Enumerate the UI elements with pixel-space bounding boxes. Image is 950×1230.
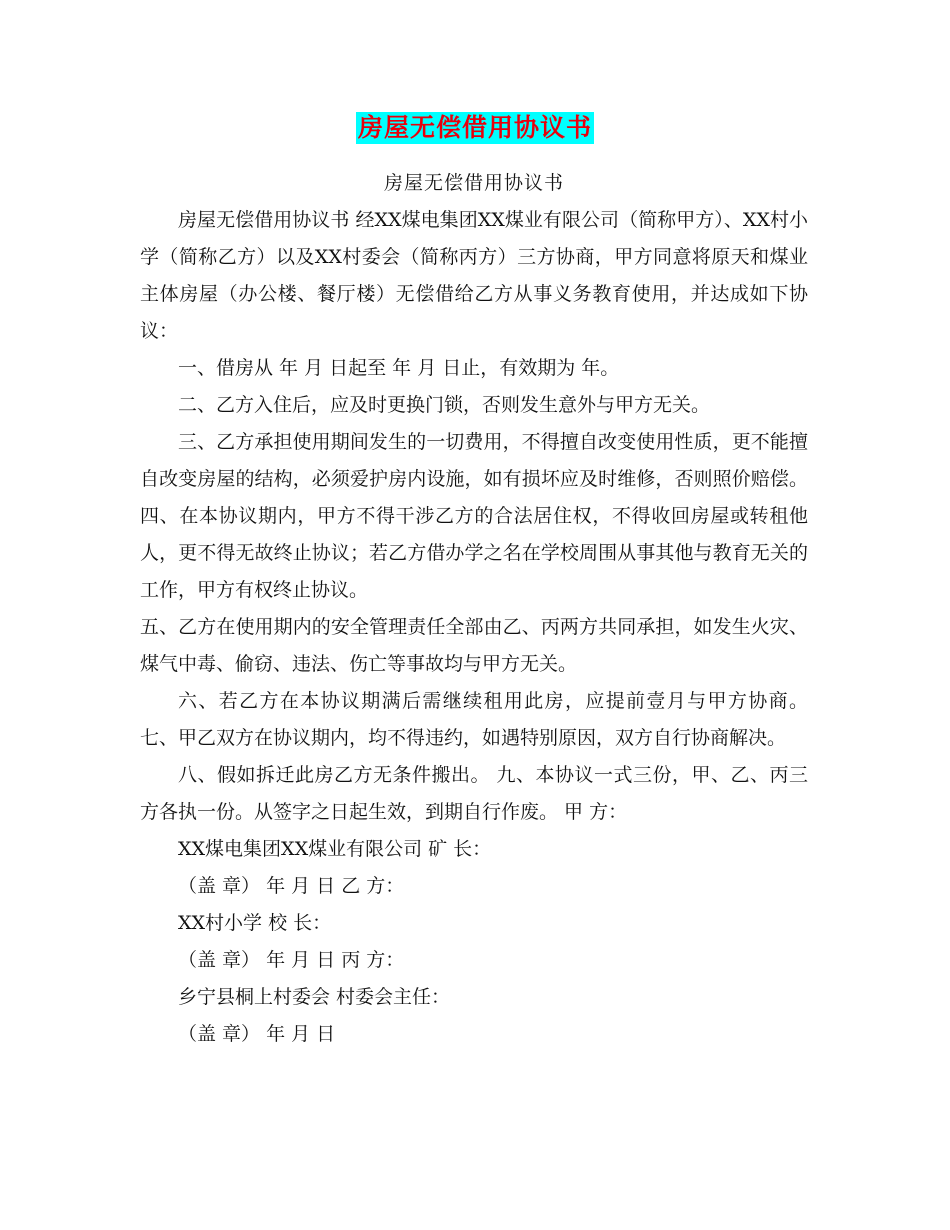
document-body xyxy=(140,165,808,1053)
paragraph-intro: 房屋无偿借用协议书 经XX煤电集团XX煤业有限公司（简称甲方）、XX村小学（简称乙方）以及XX村委会（简称丙方）三方协商，甲方同意将原天和煤业主体房屋（办公楼、餐厅楼）无偿借给乙方从事义务教育使用，并达成如下协议： xyxy=(140,209,808,342)
signature-seal-a: （盖 章） 年 月 日 乙 方： xyxy=(178,875,405,897)
signature-party-c: 乡宁县桐上村委会 村委会主任： xyxy=(178,986,451,1008)
signature-seal-c: （盖 章） 年 月 日 xyxy=(178,1023,336,1045)
signature-party-a: XX煤电集团XX煤业有限公司 矿 长： xyxy=(178,838,492,860)
paragraph-clause-6-7: 六、若乙方在本协议期满后需继续租用此房，应提前壹月与甲方协商。 七、甲乙双方在协议期内，均不得违约，如遇特别原因，双方自行协商解决。 xyxy=(140,690,808,749)
signature-seal-b: （盖 章） 年 月 日 丙 方： xyxy=(178,949,405,971)
paragraph-clause-2: 二、乙方入住后，应及时更换门锁，否则发生意外与甲方无关。 xyxy=(178,394,711,416)
document-subtitle: 房屋无偿借用协议书 xyxy=(383,172,564,194)
signature-party-b: XX村小学 校 长： xyxy=(178,912,332,934)
title-wrap xyxy=(0,112,950,144)
paragraph-clause-3-4: 三、乙方承担使用期间发生的一切费用，不得擅自改变使用性质，更不能擅自改变房屋的结构，必须爱护房内设施，如有损坏应及时维修，否则照价赔偿。 四、在本协议期内，甲方不得干涉乙方的合法居住权，不得收回房屋或转租他人，更不得无故终止协议；若乙方借办学之名在学校周围从事其他与教育无关的工作，甲方有权终止协议。 xyxy=(140,431,808,601)
paragraph-clause-5: 五、乙方在使用期内的安全管理责任全部由乙、丙两方共同承担，如发生火灾、煤气中毒、偷窃、违法、伤亡等事故均与甲方无关。 xyxy=(140,616,808,675)
paragraph-clause-1: 一、借房从 年 月 日起至 年 月 日止，有效期为 年。 xyxy=(178,357,620,379)
paragraph-clause-8-9: 八、假如拆迁此房乙方无条件搬出。 九、本协议一式三份，甲、乙、丙三方各执一份。从签字之日起生效，到期自行作废。 甲 方： xyxy=(140,764,808,823)
document-title: 房屋无偿借用协议书 xyxy=(357,113,592,142)
